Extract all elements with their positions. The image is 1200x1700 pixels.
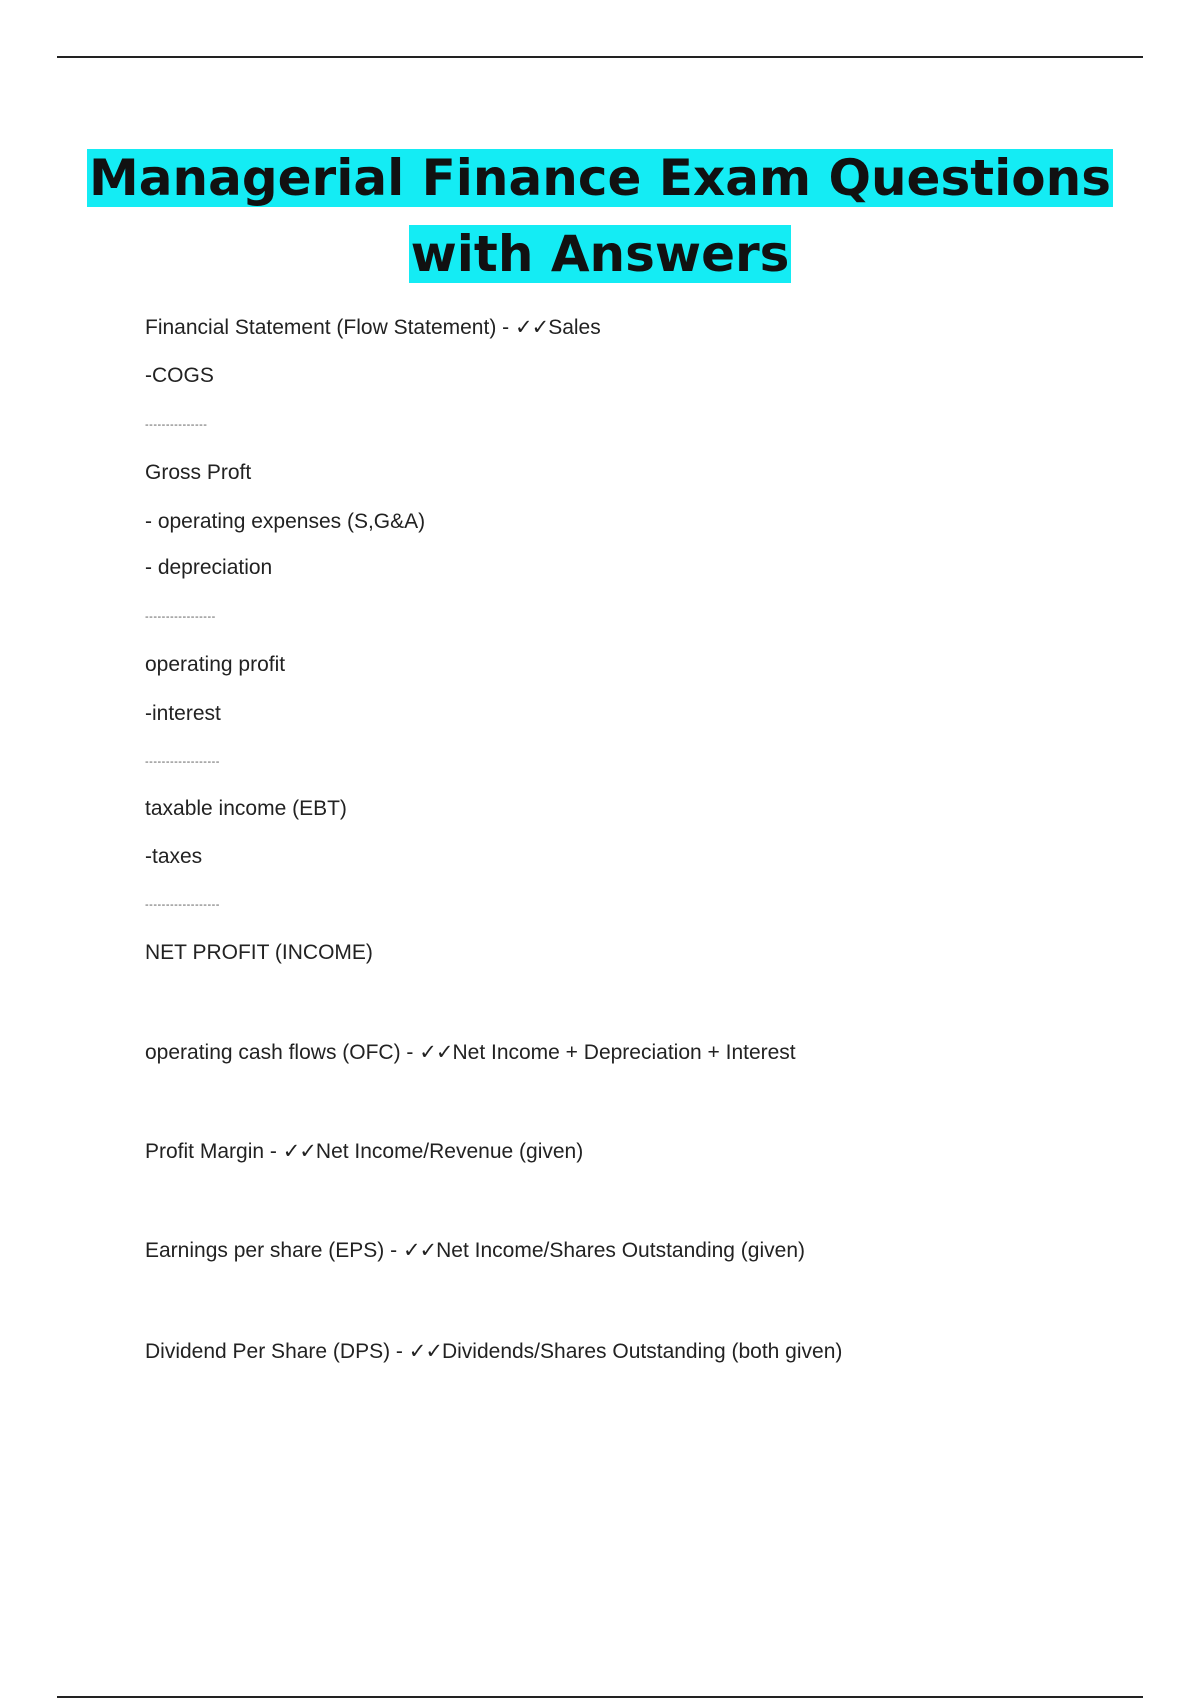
statement-separator: ------------------ <box>145 756 220 768</box>
answer-text: Net Income/Shares Outstanding (given) <box>436 1239 805 1262</box>
answer-text: Net Income + Depreciation + Interest <box>452 1041 796 1064</box>
question-text: Profit Margin - <box>145 1140 283 1163</box>
double-check-icon: ✓✓ <box>402 1238 437 1262</box>
statement-line-interest: -interest <box>145 702 221 725</box>
statement-line-taxes: -taxes <box>145 845 203 868</box>
double-check-icon: ✓✓ <box>419 1040 453 1064</box>
statement-separator: ----------------- <box>145 611 216 623</box>
statement-line-taxable-income: taxable income (EBT) <box>145 797 347 820</box>
answer-text: Sales <box>548 316 601 339</box>
question-text: Financial Statement (Flow Statement) - <box>145 316 515 339</box>
footer-rule <box>57 1696 1143 1698</box>
question-text: Dividend Per Share (DPS) - <box>145 1340 409 1363</box>
title-line-2: with Answers <box>410 225 790 283</box>
statement-line-operating-profit: operating profit <box>145 653 286 676</box>
double-check-icon: ✓✓ <box>282 1139 316 1163</box>
qa-item-financial-statement <box>145 314 601 341</box>
statement-line-gross-profit: Gross Proft <box>145 461 252 484</box>
question-text: operating cash flows (OFC) - <box>145 1041 420 1064</box>
qa-item-profit-margin <box>145 1138 583 1165</box>
header-rule <box>57 56 1143 58</box>
qa-item-dividend-per-share <box>145 1338 842 1365</box>
answer-text: Dividends/Shares Outstanding (both given) <box>441 1340 843 1363</box>
answer-text: Net Income/Revenue (given) <box>315 1140 584 1163</box>
double-check-icon: ✓✓ <box>514 315 549 339</box>
statement-line-depreciation: - depreciation <box>145 556 273 579</box>
statement-separator: ------------------ <box>145 899 220 911</box>
statement-line-cogs: -COGS <box>145 364 214 387</box>
statement-line-operating-expenses: - operating expenses (S,G&A) <box>145 510 426 533</box>
statement-line-net-profit: NET PROFIT (INCOME) <box>145 941 373 964</box>
qa-item-operating-cash-flows <box>145 1039 796 1066</box>
document-title <box>0 140 1200 292</box>
statement-separator: --------------- <box>145 419 208 431</box>
question-text: Earnings per share (EPS) - <box>145 1239 403 1262</box>
qa-item-earnings-per-share <box>145 1237 805 1264</box>
title-line-1: Managerial Finance Exam Questions <box>89 149 1111 207</box>
double-check-icon: ✓✓ <box>408 1339 442 1363</box>
